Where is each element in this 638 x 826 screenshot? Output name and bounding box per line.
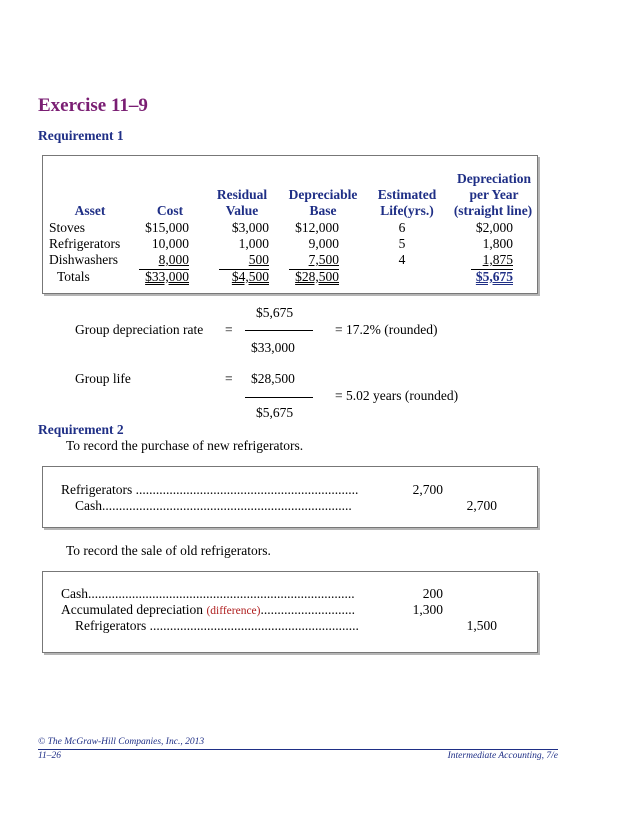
footer-copyright: © The McGraw-Hill Companies, Inc., 2013 [38,737,205,747]
row-residual: 1,000 [238,236,269,251]
header-residual-1: Residual [216,187,268,202]
sale-accumulated-depreciation: Accumulated depreciation (difference)............................ [61,602,355,617]
header-residual-2: Value [225,203,259,218]
row-life: 5 [398,236,406,251]
header-depreciation-1: Depreciation [457,171,531,186]
row-cost: 8,000 [158,252,189,267]
life-equals: = [225,371,233,386]
row-asset: Dishwashers [49,252,118,267]
row-depreciation: 1,875 [482,252,513,267]
row-life: 4 [398,252,406,267]
sale-refrigerators-account: Refrigerators .............................................................. [75,618,359,633]
rate-equals: = [225,322,233,337]
footer-rule [38,749,558,750]
row-cost: 10,000 [151,236,189,251]
life-fraction-bar [245,397,313,398]
rate-fraction-bar [245,330,313,331]
totals-residual: $4,500 [231,269,269,284]
difference-note: (difference) [206,605,261,617]
row-base: $12,000 [295,220,339,235]
sale-refrigerators-amount: 1,500 [466,618,497,633]
sale-journal-entry [42,571,538,653]
header-cost: Cost [156,203,184,218]
row-residual: 500 [248,252,269,267]
footer-book-title: Intermediate Accounting, 7/e [447,751,558,761]
sale-cash-amount: 200 [422,586,443,601]
depreciation-table [42,155,538,294]
purchase-debit-amount: 2,700 [412,482,443,497]
row-cost: $15,000 [145,220,189,235]
header-depreciable-2: Base [309,203,337,218]
row-asset: Stoves [49,220,86,235]
rate-numerator: $5,675 [256,305,294,320]
purchase-credit-amount: 2,700 [466,498,497,513]
header-estimated-2: Life(yrs.) [380,203,434,218]
life-numerator: $28,500 [251,371,295,386]
requirement-1-heading: Requirement 1 [38,128,124,143]
totals-depreciation: $5,675 [475,269,513,284]
sale-cash-account: Cash............................................................................... [61,586,355,601]
life-label: Group life [75,371,131,386]
row-life: 6 [398,220,406,235]
row-base: 9,000 [308,236,339,251]
sale-accumulated-amount: 1,300 [412,602,443,617]
footer-page-number: 11–26 [38,751,62,761]
purchase-caption: To record the purchase of new refrigerators. [66,438,304,453]
header-depreciation-3: (straight line) [453,203,533,218]
row-asset: Refrigerators [49,236,121,251]
life-result: = 5.02 years (rounded) [335,388,459,403]
row-base: 7,500 [308,252,339,267]
row-depreciation: $2,000 [475,220,513,235]
life-denominator: $5,675 [256,405,294,420]
row-depreciation: 1,800 [482,236,513,251]
header-depreciation-2: per Year [469,187,519,202]
header-estimated-1: Estimated [377,187,437,202]
purchase-credit-account: Cash.......................................................................... [75,498,352,513]
requirement-2-heading: Requirement 2 [38,422,124,437]
totals-label: Totals [57,269,90,284]
rate-denominator: $33,000 [251,340,295,355]
rate-label: Group depreciation rate [75,322,204,337]
header-depreciable-1: Depreciable [288,187,358,202]
purchase-journal-entry [42,466,538,528]
totals-cost: $33,000 [145,269,189,284]
rate-result: = 17.2% (rounded) [335,322,438,337]
exercise-title: Exercise 11–9 [38,95,148,116]
sale-caption: To record the sale of old refrigerators. [66,543,271,558]
header-asset: Asset [74,203,106,218]
totals-base: $28,500 [295,269,339,284]
row-residual: $3,000 [231,220,269,235]
purchase-debit-account: Refrigerators .................................................................. [61,482,359,497]
